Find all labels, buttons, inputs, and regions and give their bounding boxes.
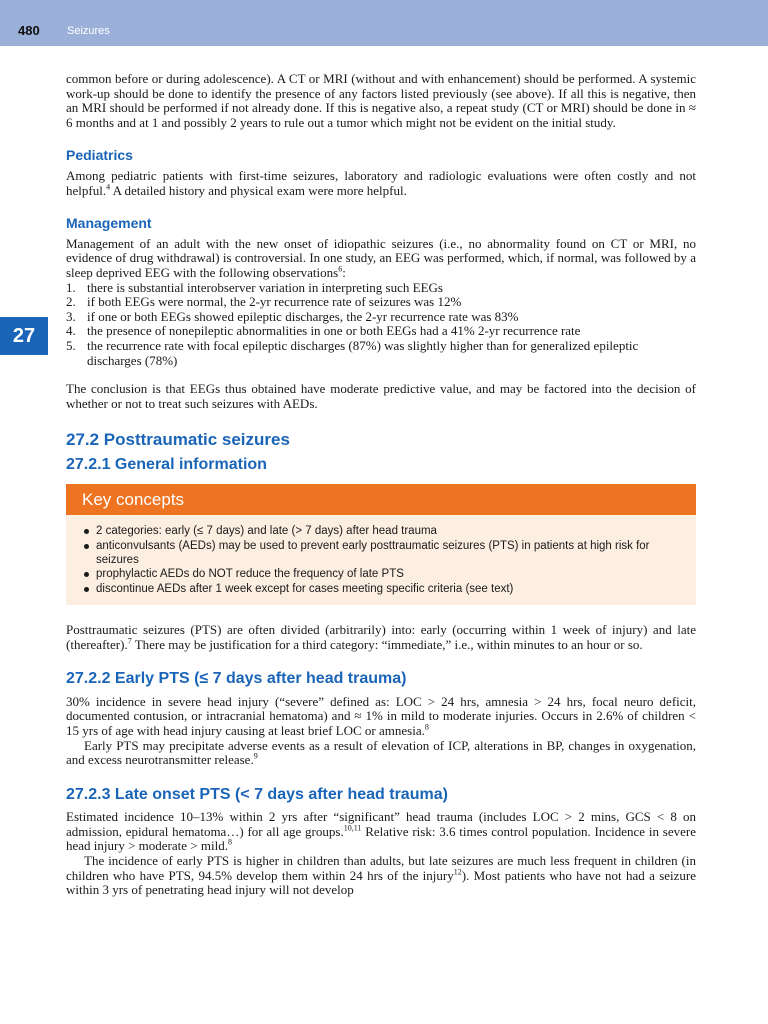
general-info-paragraph: Posttraumatic seizures (PTS) are often divided (arbitrarily) into: early (occurring within 1 week of injury) and late (thereafter).$^7$ There may be justification for a third category: “immediate,” i.e., within minutes to an hour or so. — [66, 621, 696, 652]
running-head: Seizures — [67, 25, 110, 37]
chapter-tab: 27 — [0, 317, 48, 355]
key-concepts-list — [82, 524, 680, 595]
management-heading: Management — [66, 215, 152, 232]
key-concepts-body — [66, 515, 696, 604]
pediatrics-heading: Pediatrics — [66, 147, 133, 164]
page-number-box — [0, 0, 58, 46]
page-content — [66, 72, 696, 898]
key-concepts-title: Key concepts — [66, 484, 696, 515]
key-concept-item: anticonvulsants (AEDs) may be used to prevent early posttraumatic seizures (PTS) in patients at high risk for seizures — [82, 539, 680, 568]
management-conclusion: The conclusion is that EEGs thus obtained have moderate predictive value, and may be factored into the decision of whether or not to treat such seizures with AEDs. — [66, 381, 696, 411]
section-heading-27-2-2: 27.2.2 Early PTS (≤ 7 days after head trauma) — [66, 670, 407, 688]
key-concepts-box — [66, 484, 696, 604]
late-pts-paragraph-2: The incidence of early PTS is higher in children than adults, but late seizures are much less frequent in children (in children who have PTS, 94.5% develop them within 24 hrs of the injury$^{12}$). Most patients who have not had a seizure within 3 yrs of penetrating head injury will not develop — [66, 853, 696, 898]
list-item: 4. the presence of nonepileptic abnormalities in one or both EEGs had a 41% 2-yr recurrence rate — [66, 323, 581, 339]
management-paragraph: Management of an adult with the new onset of idiopathic seizures (i.e., no abnormality found on CT or MRI, no evidence of drug withdrawal) is controversial. In one study, an EEG was performed, which, if normal, was followed by a sleep deprived EEG with the following observations$^6$: — [66, 235, 696, 280]
header-band — [0, 0, 768, 46]
section-heading-27-2: 27.2 Posttraumatic seizures — [66, 430, 290, 450]
page-number: 480 — [18, 23, 40, 38]
early-pts-paragraph-1: 30% incidence in severe head injury (“severe” defined as: LOC > 24 hrs, amnesia > 24 hrs, focal neuro deficit, documented contusion, or intracranial hematoma) and ≈ 1% in mild to moderate injuries. Occurs in 2.6% of children < 15 yrs of age with head injury causing at least brief LOC or amnesia.$^8$ — [66, 693, 696, 738]
intro-paragraph: common before or during adolescence). A CT or MRI (without and with enhancement) should be performed. A systemic work-up should be done to identify the presence of any factors listed previously (see above). If all this is negative, then an MRI should be performed if not already done. If this is negative also, a repeat study (CT or MRI) should be done in ≈ 6 months and at 1 and possibly 2 years to rule out a tumor which might not be evident on the initial study. — [66, 71, 696, 130]
early-pts-paragraph-2: Early PTS may precipitate adverse events as a result of elevation of ICP, alterations in BP, changes in oxygenation, and excess neurotransmitter release.$^9$ — [66, 737, 696, 768]
key-concept-item: prophylactic AEDs do NOT reduce the frequency of late PTS — [82, 567, 680, 581]
list-item: 2. if both EEGs were normal, the 2-yr recurrence rate of seizures was 12% — [66, 294, 462, 310]
section-heading-27-2-3: 27.2.3 Late onset PTS (< 7 days after head trauma) — [66, 785, 448, 803]
list-item: 1. there is substantial interobserver variation in interpreting such EEGs — [66, 279, 443, 295]
list-item: 3. if one or both EEGs showed epileptic discharges, the 2-yr recurrence rate was 83% — [66, 308, 519, 324]
key-concept-item: discontinue AEDs after 1 week except for cases meeting specific criteria (see text) — [82, 582, 680, 596]
observations-list — [66, 281, 696, 369]
key-concept-item: 2 categories: early (≤ 7 days) and late (> 7 days) after head trauma — [82, 524, 680, 538]
late-pts-paragraph-1: Estimated incidence 10–13% within 2 yrs after “significant” head trauma (includes LOC > 2 mins, GCS < 8 on admission, epidural hematoma…) for all age groups.$^{10,11}$ Relative risk: 3.6 times control population. Incidence in severe head injury > moderate > mild.$^8$ — [66, 809, 696, 854]
list-item: 5. the recurrence rate with focal epileptic discharges (87%) was slightly higher than for generalized epileptic discharges (78%) — [66, 337, 639, 368]
section-heading-27-2-1: 27.2.1 General information — [66, 455, 267, 473]
pediatrics-paragraph: Among pediatric patients with first-time seizures, laboratory and radiologic evaluations were often costly and not helpful.$^4$ A detailed history and physical exam were more helpful. — [66, 167, 696, 198]
